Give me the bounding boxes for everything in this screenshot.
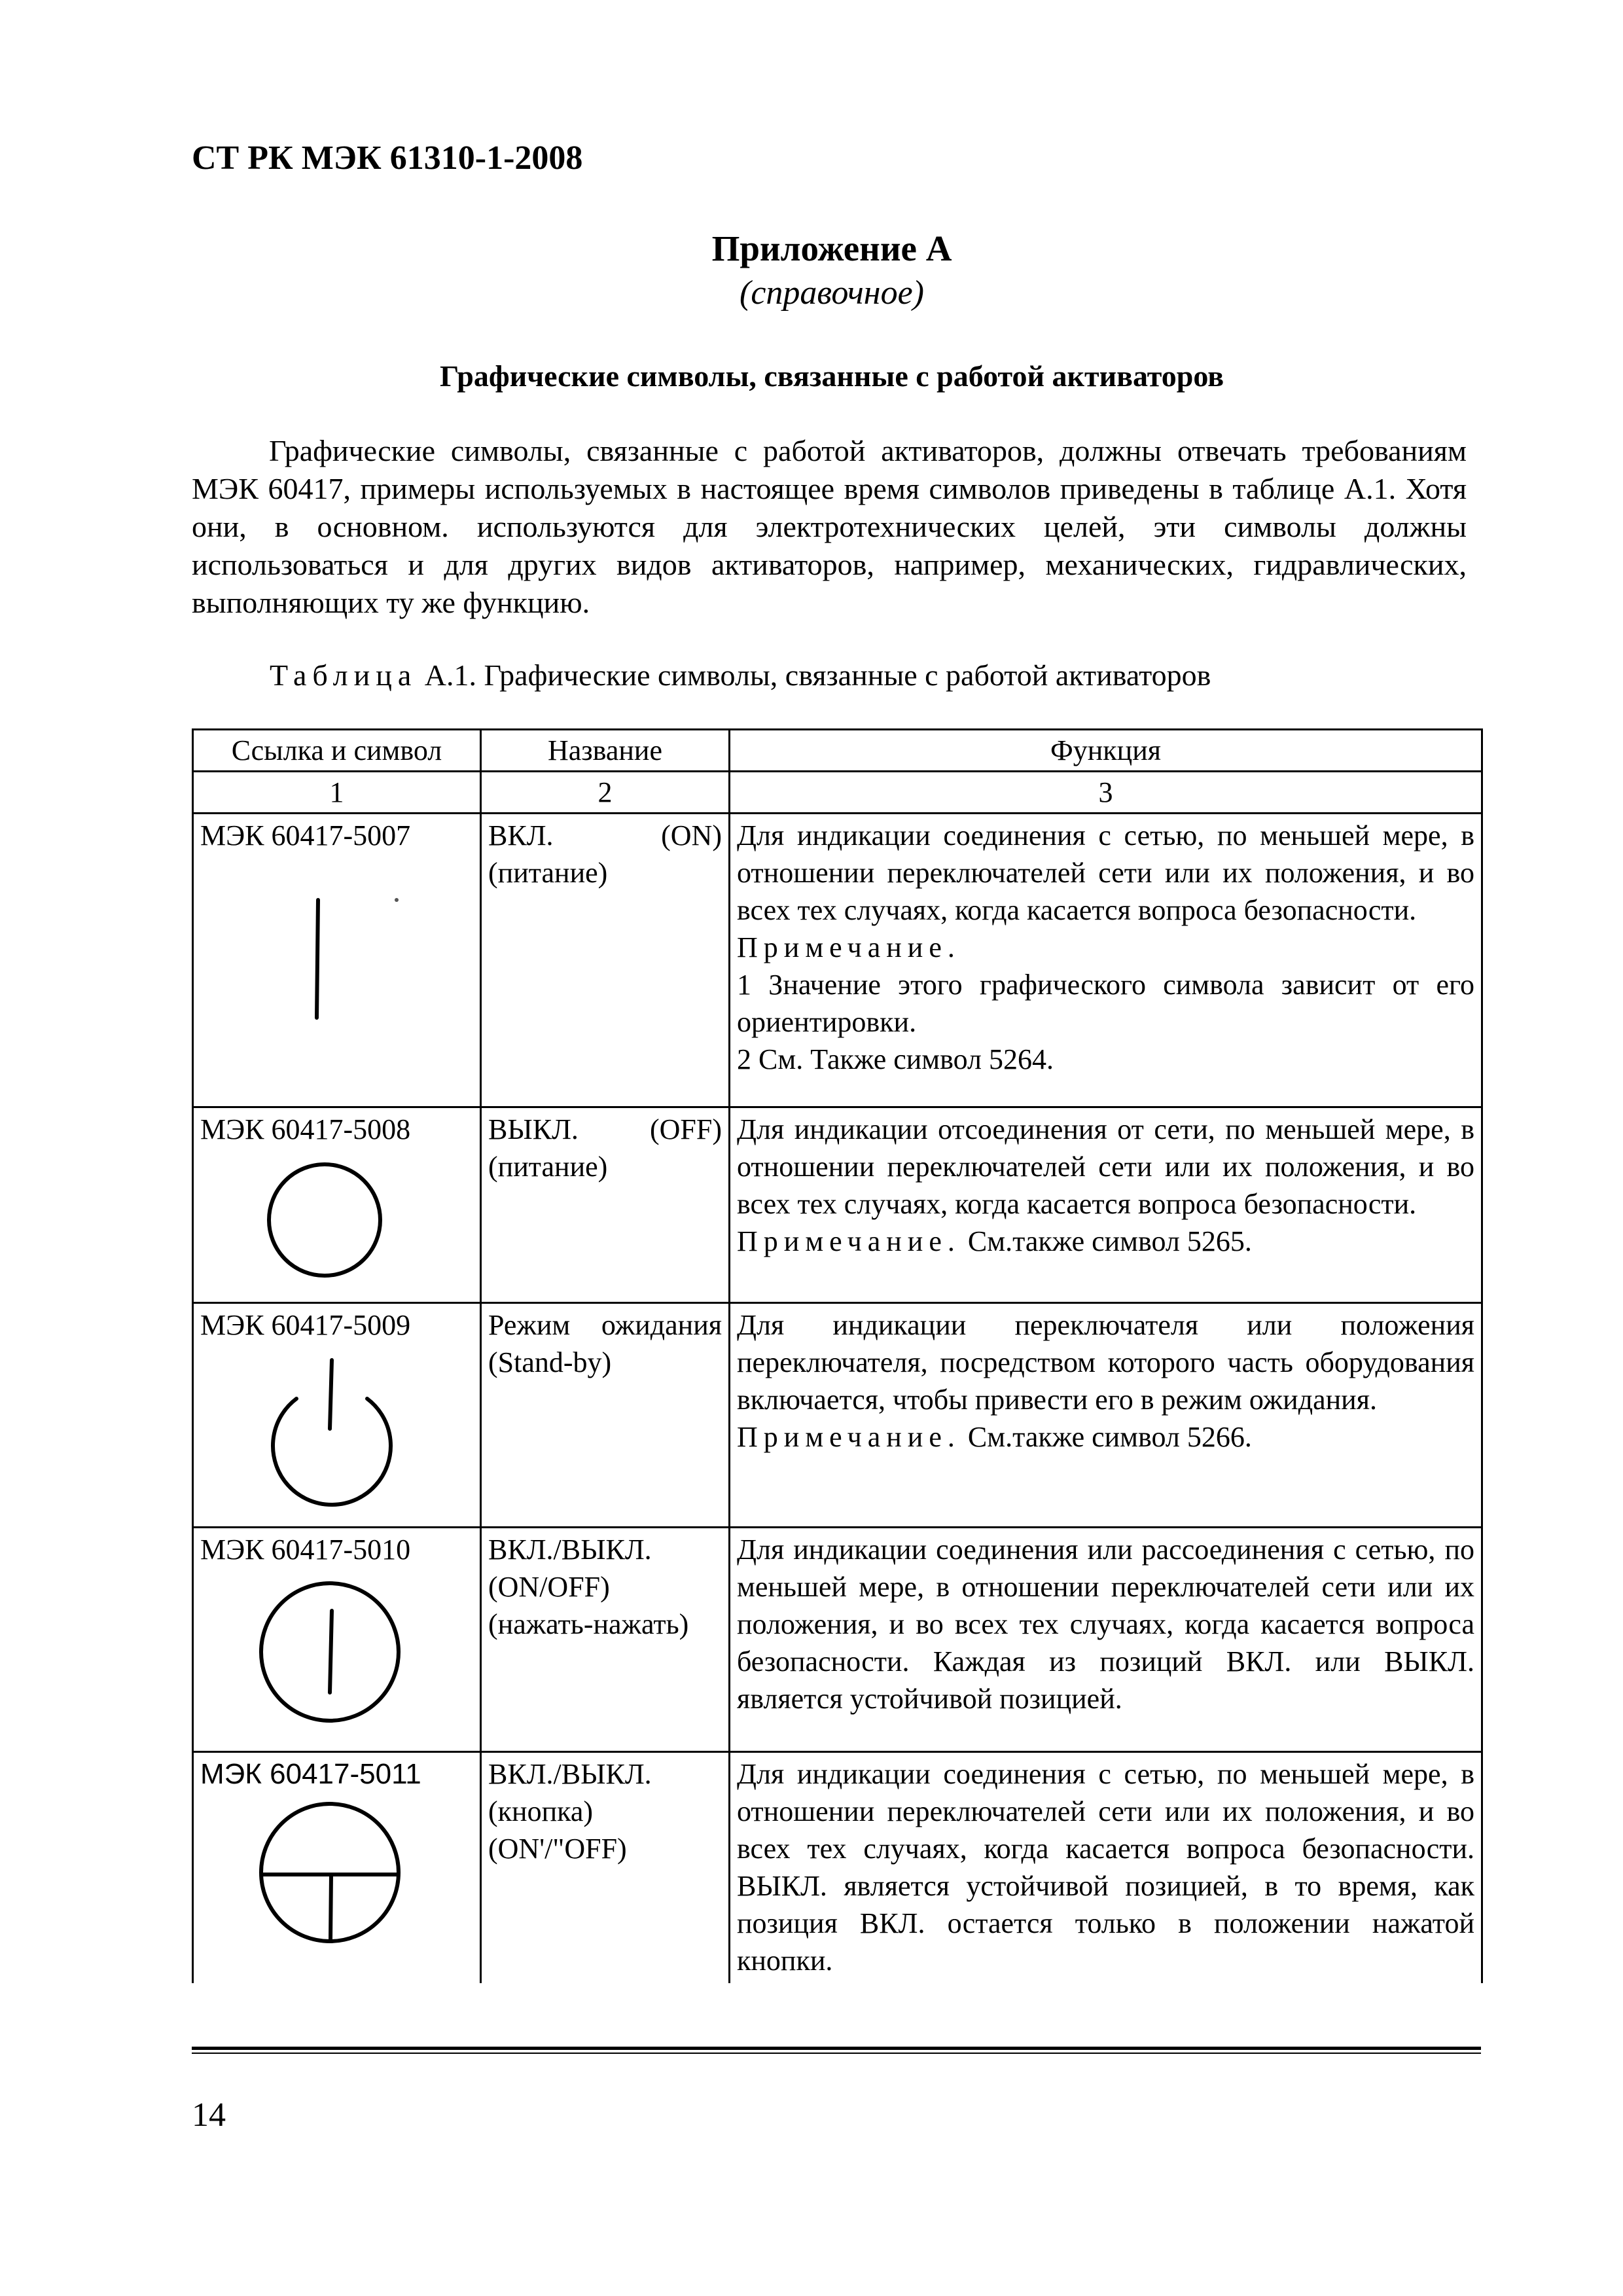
- standby-icon: [246, 1350, 416, 1511]
- name-cell: ВКЛ./ВЫКЛ. (кнопка)(ON'/"OFF): [481, 1752, 730, 1984]
- ref-text: МЭК 60417-5009: [200, 1309, 411, 1341]
- name-cell: ВКЛ./ВЫКЛ. (ON/OFF) (нажать-нажать): [481, 1528, 730, 1752]
- header-ref: Ссылка и символ: [193, 730, 481, 772]
- ref-text: МЭК 60417-5011: [200, 1758, 421, 1790]
- ref-text: МЭК 60417-5010: [200, 1534, 411, 1566]
- ref-text: МЭК 60417-5008: [200, 1113, 411, 1145]
- function-text: Для индикации отсоединения от сети, по меньшей мере, в отношении переключателей сети или их положения, и во всех тех случаях, когда касается вопроса безопасности.: [737, 1113, 1474, 1220]
- note-label: Примечание.: [737, 931, 961, 963]
- table-caption-label: Таблица: [270, 658, 418, 692]
- header-function: Функция: [730, 730, 1482, 772]
- annex-subtitle: (справочное): [740, 274, 924, 312]
- symbols-table: [192, 728, 1483, 1983]
- table-caption-text: А.1. Графические символы, связанные с работой активаторов: [417, 658, 1211, 692]
- column-number: 1: [193, 772, 481, 814]
- function-text: Для индикации переключателя или положения переключателя, посредством которого часть оборудования включается, чтобы привести его в режим ожидания.: [737, 1309, 1474, 1416]
- name-cell: Режим ожидания (Stand-by): [481, 1303, 730, 1528]
- power-on-line-icon: [246, 861, 416, 1070]
- note-line: 2 См. Также символ 5264.: [737, 1043, 1054, 1075]
- column-number: 3: [730, 772, 1482, 814]
- ref-cell: [193, 1752, 481, 1984]
- power-toggle-icon: [246, 1575, 416, 1729]
- note-text: См.также символ 5265.: [960, 1225, 1252, 1257]
- function-cell: [730, 1303, 1482, 1528]
- table-row: [193, 1752, 1482, 1984]
- column-number-row: [193, 772, 1482, 814]
- footer-rule-thin: [192, 2053, 1481, 2054]
- footer-rule: [192, 2047, 1481, 2050]
- function-cell: [730, 814, 1482, 1107]
- function-text: Для индикации соединения с сетью, по меньшей мере, в отношении переключателей сети или их положения, и во всех тех случаях, когда касается вопроса безопасности. ВЫКЛ. является устойчивой позицией, в то время, как позиция ВКЛ. остается только в положении нажатой кнопки.: [737, 1758, 1474, 1977]
- section-heading: Графические символы, связанные с работой активаторов: [439, 359, 1224, 393]
- table-row: [193, 814, 1482, 1107]
- ref-cell: [193, 1303, 481, 1528]
- intro-paragraph: Графические символы, связанные с работой активаторов, должны отвечать требованиям МЭК 60417, примеры используемых в настоящее время символов приведены в таблице А.1. Хотя они, в основном. используются для электротехнических целей, эти символы должны использоваться и для других видов активаторов, например, механических, гидравлических, выполняющих ту же функцию.: [192, 434, 1467, 619]
- function-text: Для индикации соединения или рассоединения с сетью, по меньшей мере, в отношении переключателей сети или их положения, и во всех тех случаях, когда касается вопроса безопасности. Каждая из позиций ВКЛ. или ВЫКЛ. является устойчивой позицией.: [737, 1534, 1474, 1715]
- name-cell: ВКЛ. (ON) (питание): [481, 814, 730, 1107]
- note-line: 1 Значение этого графического символа зависит от его ориентировки.: [737, 969, 1474, 1038]
- note: [737, 1418, 1474, 1456]
- note-text: См.также символ 5266.: [960, 1421, 1252, 1453]
- ref-text: МЭК 60417-5007: [200, 819, 411, 852]
- name-cell: ВЫКЛ. (OFF) (питание): [481, 1107, 730, 1303]
- function-cell: [730, 1107, 1482, 1303]
- table-row: [193, 1303, 1482, 1528]
- note: [737, 1223, 1474, 1260]
- push-button-on-off-icon: [246, 1799, 416, 1946]
- header-name: Название: [481, 730, 730, 772]
- document-code: СТ РК МЭК 61310-1-2008: [192, 139, 583, 177]
- ref-cell: [193, 1107, 481, 1303]
- table-header-row: [193, 730, 1482, 772]
- table-caption: [270, 658, 1211, 692]
- annex-title: Приложение А: [711, 228, 952, 268]
- column-number: 2: [481, 772, 730, 814]
- power-off-circle-icon: [246, 1155, 416, 1285]
- function-cell: [730, 1752, 1482, 1984]
- note-label: Примечание.: [737, 1225, 961, 1257]
- function-text: Для индикации соединения с сетью, по меньшей мере, в отношении переключателей сети или их положения, и во всех тех случаях, когда касается вопроса безопасности.: [737, 819, 1474, 926]
- page-number: 14: [192, 2096, 226, 2134]
- function-cell: [730, 1528, 1482, 1752]
- table-row: [193, 1528, 1482, 1752]
- table-row: [193, 1107, 1482, 1303]
- ref-cell: [193, 1528, 481, 1752]
- ref-cell: [193, 814, 481, 1107]
- note-label: Примечание.: [737, 1421, 961, 1453]
